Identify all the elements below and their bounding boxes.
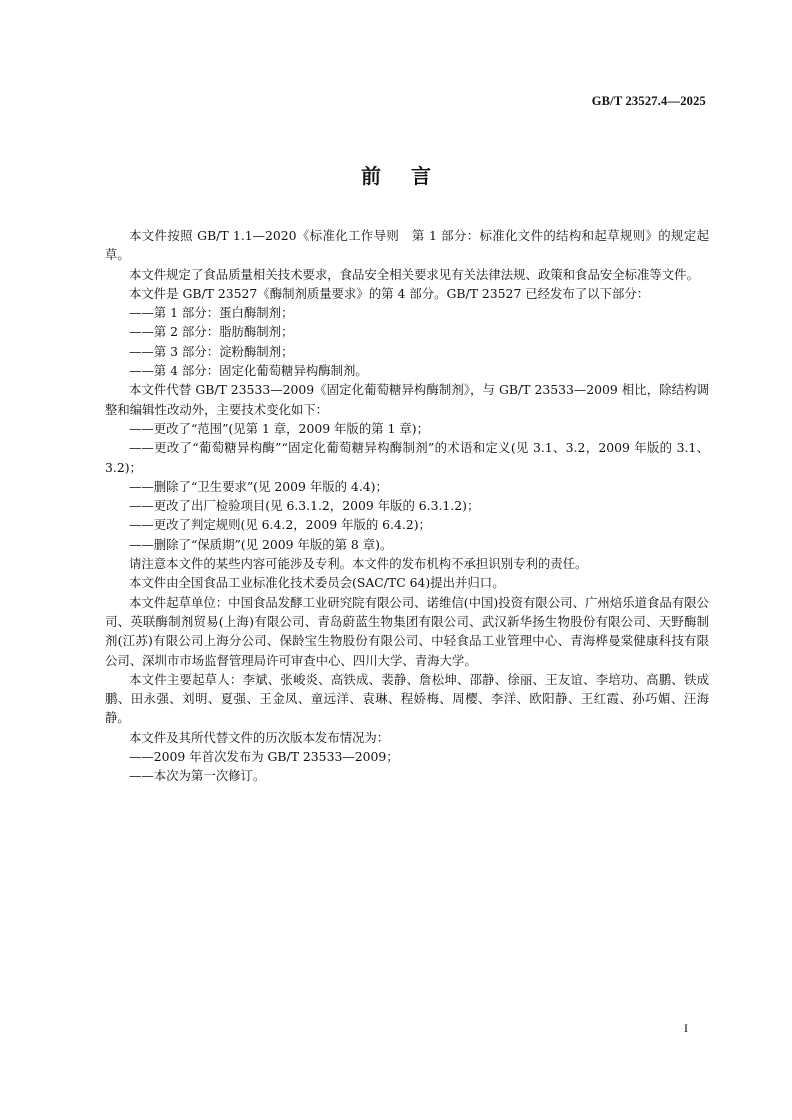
list-item-history-current: ——本次为第一次修订。: [129, 768, 266, 784]
page-number: I: [684, 1021, 688, 1035]
list-item-part-1: ——第 1 部分：蛋白酶制剂；: [129, 305, 294, 321]
paragraph-series-intro: 本文件是 GB/T 23527《酶制剂质量要求》的第 4 部分。GB/T 23527 已经发布了以下部分：: [129, 285, 650, 301]
preface-body: [105, 226, 709, 786]
list-item-change-shelf-life: ——删除了“保质期”(见 2009 年版的第 8 章)。: [129, 536, 393, 552]
paragraph-drafters: 本文件主要起草人：李斌、张峻炎、高铁成、裴静、詹松坤、邵静、徐丽、王友谊、李培功、高鹏、铁成鹏、田永强、刘明、夏强、王金凤、童远洋、袁琳、程娇梅、周樱、李洋、欧阳静、王红霞、孙巧媚、汪海静。: [105, 671, 709, 726]
paragraph-drafting-rules: 本文件按照 GB/T 1.1—2020《标准化工作导则 第 1 部分：标准化文件的结构和起草规则》的规定起草。: [105, 228, 709, 263]
list-item-part-3: ——第 3 部分：淀粉酶制剂；: [129, 343, 294, 359]
list-item-part-4: ——第 4 部分：固定化葡萄糖异构酶制剂。: [129, 363, 368, 379]
list-item-change-hygiene: ——删除了“卫生要求”(见 2009 年版的 4.4)；: [129, 478, 388, 494]
paragraph-committee: 本文件由全国食品工业标准化技术委员会(SAC/TC 64)提出并归口。: [129, 575, 505, 591]
list-item-change-scope: ——更改了“范围”(见第 1 章，2009 年版的第 1 章)；: [129, 420, 429, 436]
list-item-part-2: ——第 2 部分：脂肪酶制剂；: [129, 324, 294, 340]
paragraph-replacement: 本文件代替 GB/T 23533—2009《固定化葡萄糖异构酶制剂》，与 GB/T 23533—2009 相比，除结构调整和编辑性改动外，主要技术变化如下：: [105, 382, 709, 417]
list-item-change-terms: ——更改了“葡萄糖异构酶”“固定化葡萄糖异构酶制剂”的术语和定义(见 3.1、3.2，2009 年版的 3.1、3.2)；: [105, 440, 709, 475]
paragraph-quality-scope: 本文件规定了食品质量相关技术要求，食品安全相关要求见有关法律法规、政策和食品安全标准等文件。: [129, 266, 699, 282]
paragraph-history-intro: 本文件及其所代替文件的历次版本发布情况为：: [129, 729, 390, 745]
list-item-history-2009: ——2009 年首次发布为 GB/T 23533—2009；: [129, 749, 399, 765]
page-title: 前言: [361, 164, 461, 188]
standard-code: GB/T 23527.4—2025: [591, 94, 706, 108]
paragraph-drafting-units: 本文件起草单位：中国食品发酵工业研究院有限公司、诺维信(中国)投资有限公司、广州焙乐道食品有限公司、英联酶制剂贸易(上海)有限公司、青岛蔚蓝生物集团有限公司、武汉新华扬生物股份有限公司、天野酶制剂(江苏)有限公司上海分公司、保龄宝生物股份有限公司、中轻食品工业管理中心、青海桦曼棠健康科技有限公司、深圳市市场监督管理局许可审查中心、四川大学、青海大学。: [105, 594, 709, 668]
list-item-change-judgement: ——更改了判定规则(见 6.4.2，2009 年版的 6.4.2)；: [129, 517, 431, 533]
list-item-change-inspection: ——更改了出厂检验项目(见 6.3.1.2，2009 年版的 6.3.1.2)；: [129, 498, 480, 514]
paragraph-patent-notice: 请注意本文件的某些内容可能涉及专利。本文件的发布机构不承担识别专利的责任。: [129, 556, 588, 572]
